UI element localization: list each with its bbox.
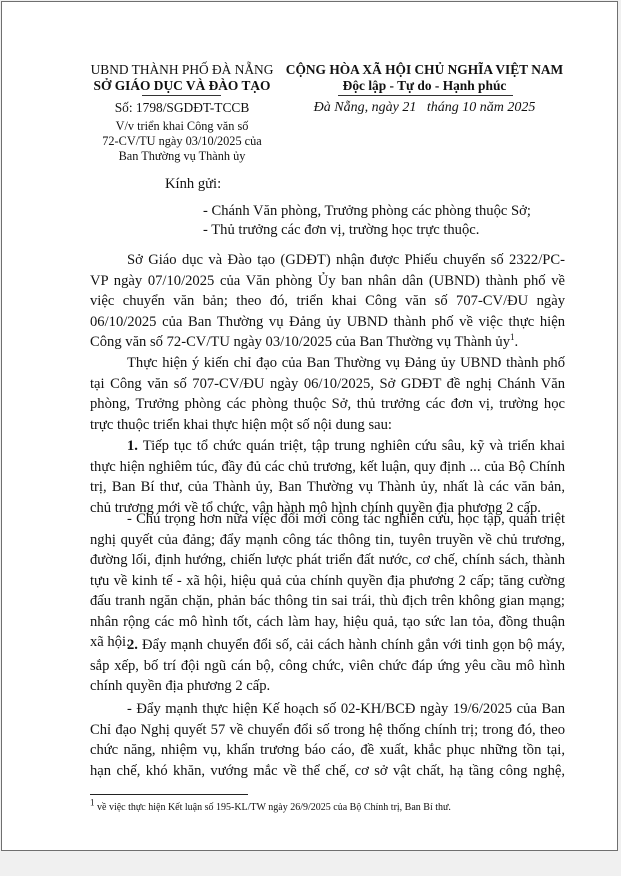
footnote-number: 1 bbox=[90, 797, 95, 808]
footnote bbox=[90, 797, 451, 814]
item-number: 1. bbox=[127, 438, 138, 454]
national-motto: Độc lập - Tự do - Hạnh phúc bbox=[342, 78, 507, 93]
recipient-item: - Chánh Văn phòng, Trưởng phòng các phòng thuộc Sở; bbox=[203, 203, 531, 219]
text-line: Thực hiện ý kiến chỉ đạo của Ban Thường vụ Đảng ủy UBND thành phố bbox=[127, 355, 565, 371]
paragraph-directive bbox=[90, 353, 565, 435]
text-line: nghị quyết của đảng; đẩy mạnh công tác thông tin, tuyên truyền về chủ trương, bbox=[90, 531, 565, 548]
text-line: xã hội. bbox=[90, 634, 130, 650]
authority-name: UBND THÀNH PHỐ ĐÀ NẴNG bbox=[90, 62, 274, 77]
text-line bbox=[90, 332, 565, 353]
item-2-detail bbox=[90, 699, 565, 781]
text-line: thực hiện nghiêm túc, đầy đủ các chủ trương, kết luận, quy định ... của Bộ Chính bbox=[90, 458, 565, 475]
text-line: Chỉ đạo Nghị quyết 57 về chuyển đổi số trong hệ thống chính trị; trong đó, theo bbox=[90, 721, 565, 738]
text-line: việc chuyển văn bản; theo đó, triển khai Công văn số 707-CV/ĐU ngày bbox=[90, 293, 565, 309]
text-line: sắp xếp, bố trí đội ngũ cán bộ, công chức, viên chức đáp ứng yêu cầu mô hình bbox=[90, 657, 565, 674]
text-fragment: Đẩy mạnh chuyển đổi số, cải cách hành chính gắn với tinh gọn bộ máy, bbox=[142, 637, 565, 653]
text-fragment: Tiếp tục tổ chức quán triệt, tập trung nghiên cứu sâu, kỹ và triển khai bbox=[142, 438, 566, 454]
text-line: - Đẩy mạnh thực hiện Kế hoạch số 02-KH/BCĐ ngày 19/6/2025 của Ban bbox=[127, 701, 565, 717]
document-page bbox=[1, 1, 618, 851]
text-line: trực thuộc triển khai thực hiện một số nội dung sau: bbox=[90, 416, 392, 433]
text-line: hạn chế, khó khăn, vướng mắc về thể chế, cơ sở vật chất, hạ tầng công nghệ, bbox=[90, 762, 565, 779]
footnote-reference[interactable]: 1 bbox=[510, 332, 515, 343]
text-line: VP ngày 07/10/2025 của Văn phòng Ủy ban nhân dân (UBND) thành phố về bbox=[90, 272, 565, 289]
subject-line-1: V/v triển khai Công văn số bbox=[115, 119, 249, 133]
item-1-detail bbox=[90, 509, 565, 653]
text-fragment: Công văn số 72-CV/TU ngày 03/10/2025 của Ban Thường vụ Thành ủy bbox=[90, 334, 511, 350]
agency-underline bbox=[142, 95, 221, 96]
text-fragment: . bbox=[514, 334, 519, 350]
nation-title: CỘNG HÒA XÃ HỘI CHỦ NGHĨA VIỆT NAM bbox=[285, 62, 564, 77]
text-line: đấu tranh ngăn chặn, phản bác thông tin sai trái, thù địch trên không gian mạng; bbox=[90, 593, 565, 609]
text-line: chức năng, nhiệm vụ, khẩn trương báo cáo, đề xuất, khắc phục những tồn tại, bbox=[90, 742, 565, 758]
agency-name: SỞ GIÁO DỤC VÀ ĐÀO TẠO bbox=[93, 78, 271, 93]
footnote-text: về việc thực hiện Kết luận số 195-KL/TW ngày 26/9/2025 của Bộ Chính trị, Ban Bí thư. bbox=[94, 802, 451, 813]
motto-underline bbox=[338, 95, 513, 96]
item-number: 2. bbox=[127, 637, 138, 653]
text-line bbox=[90, 436, 565, 457]
text-line: 06/10/2025 của Ban Thường vụ Đảng ủy UBND thành phố về việc thực hiện bbox=[90, 313, 565, 330]
item-1 bbox=[90, 436, 565, 518]
document-number: Số: 1798/SGDĐT-TCCB bbox=[114, 100, 250, 115]
text-line: trị, Ban Bí thư, của Thành ủy, Ban Thường vụ Thành ủy, nhất là các văn bản, bbox=[90, 479, 565, 495]
text-line: đường lối, định hướng, chiến lược phát triển đất nước, cơ chế, chính sách, thành bbox=[90, 552, 565, 568]
paragraph-intro bbox=[90, 250, 565, 353]
subject-line-2: 72-CV/TU ngày 03/10/2025 của bbox=[102, 134, 262, 148]
text-line: nhân rộng các mô hình tốt, cách làm hay, hiệu quả, tạo sức lan tỏa, đồng thuận bbox=[90, 613, 565, 630]
subject-line-3: Ban Thường vụ Thành ủy bbox=[118, 149, 246, 163]
text-line: phòng, Trưởng phòng các phòng thuộc Sở, thủ trưởng các đơn vị, trường học bbox=[90, 396, 565, 412]
item-2 bbox=[90, 635, 565, 697]
text-line: tựu về kinh tế - xã hội, hiệu quả của chính quyền địa phương 2 cấp; tăng cường bbox=[90, 572, 565, 589]
text-line: chủ trương mới về tổ chức, vận hành mô hình chính quyền địa phương 2 cấp. bbox=[90, 499, 541, 516]
footnote-separator bbox=[90, 794, 248, 795]
text-line bbox=[90, 635, 565, 656]
recipients-label: Kính gửi: bbox=[165, 176, 222, 192]
text-line: Sở Giáo dục và Đào tạo (GDĐT) nhận được Phiếu chuyển số 2322/PC- bbox=[127, 252, 565, 268]
place-and-date: Đà Nẵng, ngày 21 tháng 10 năm 2025 bbox=[313, 100, 536, 115]
text-line: - Chú trọng hơn nữa việc đổi mới công tác nghiên cứu, học tập, quán triệt bbox=[127, 511, 565, 527]
text-line: chính quyền địa phương 2 cấp. bbox=[90, 678, 271, 694]
recipient-item: - Thủ trưởng các đơn vị, trường học trực thuộc. bbox=[203, 222, 480, 238]
text-line: tại Công văn số 707-CV/ĐU ngày 06/10/2025, Sở GDĐT đề nghị Chánh Văn bbox=[90, 375, 565, 392]
